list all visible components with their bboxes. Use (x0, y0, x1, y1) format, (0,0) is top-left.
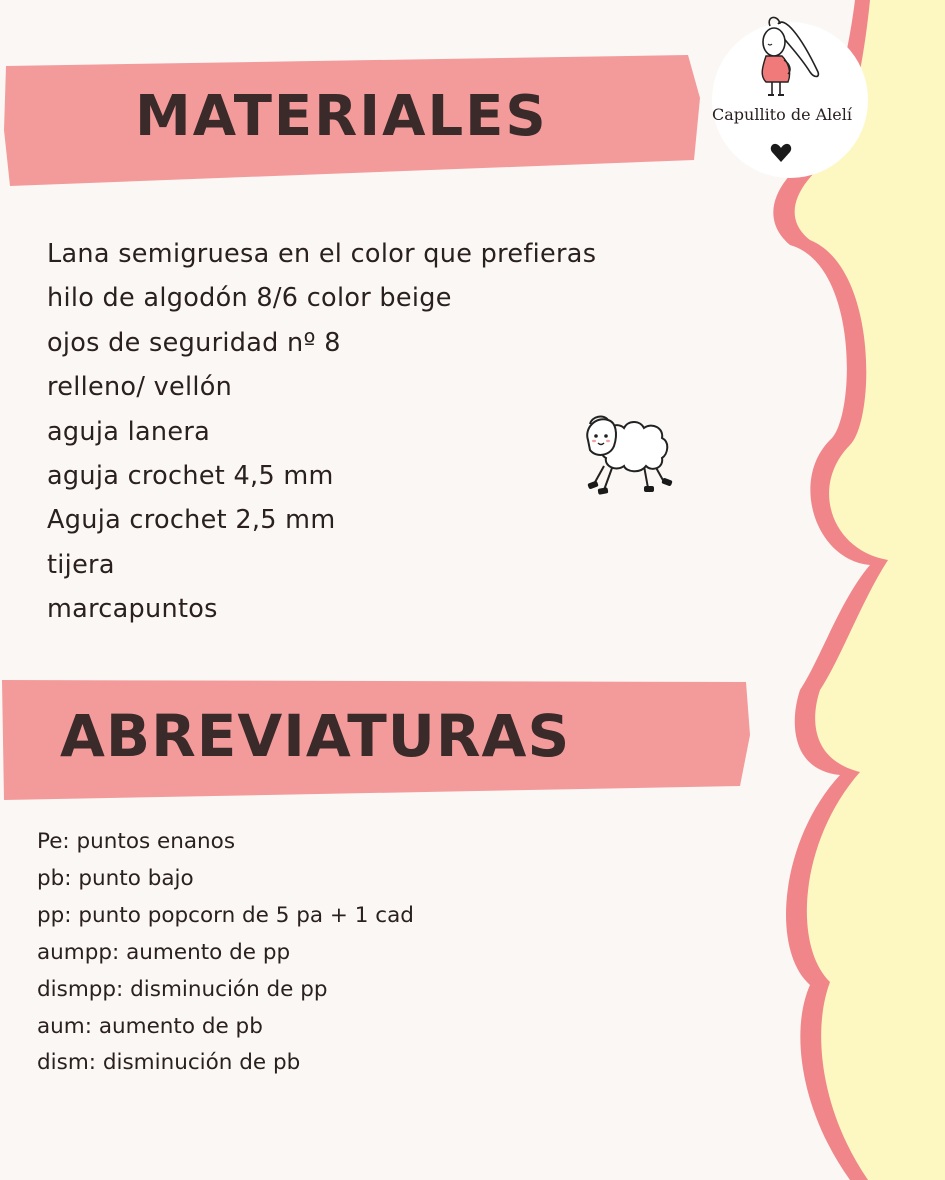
list-item: aguja lanera (47, 416, 211, 447)
brand-name: Capullito de Alelí (712, 105, 852, 124)
materials-list (47, 232, 596, 632)
list-item: tijera (47, 549, 115, 580)
abreviaturas-title: ABREVIATURAS (60, 702, 571, 770)
list-item: relleno/ vellón (47, 372, 233, 403)
list-item: marcapuntos (47, 594, 218, 625)
list-item: aguja crochet 4,5 mm (47, 461, 334, 492)
materiales-title: MATERIALES (135, 84, 548, 149)
bunny-icon (748, 14, 828, 100)
heart-icon (770, 143, 792, 163)
abbreviations-list (37, 824, 414, 1082)
list-item: pb: punto bajo (37, 865, 194, 891)
list-item: dism: disminución de pb (37, 1050, 301, 1076)
list-item: pp: punto popcorn de 5 pa + 1 cad (37, 902, 414, 928)
list-item: dismpp: disminución de pp (37, 976, 328, 1002)
list-item: ojos de seguridad nº 8 (47, 327, 341, 358)
list-item: aum: aumento de pb (37, 1013, 263, 1039)
list-item: aumpp: aumento de pp (37, 939, 291, 965)
list-item: Pe: puntos enanos (37, 829, 236, 854)
list-item: Lana semigruesa en el color que prefieras (47, 239, 597, 269)
list-item: Aguja crochet 2,5 mm (47, 505, 336, 536)
sheep-icon (582, 406, 682, 502)
list-item: hilo de algodón 8/6 color beige (47, 283, 452, 314)
